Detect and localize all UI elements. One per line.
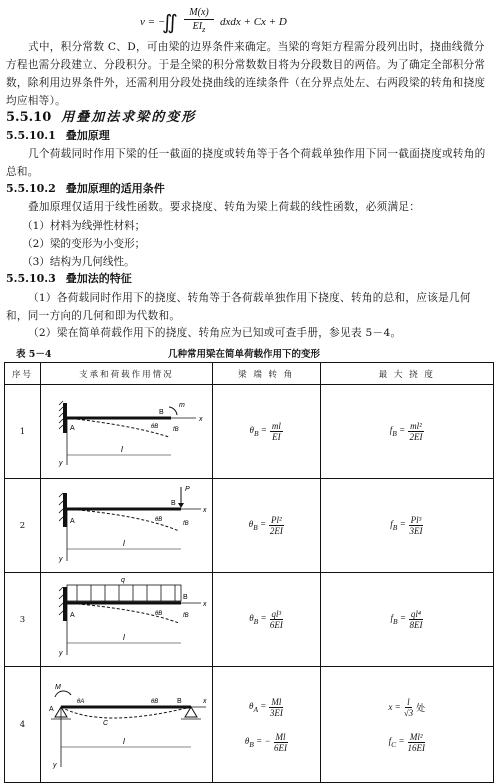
table-label: 表 5－4 <box>16 349 52 360</box>
formula-suffix: 处 <box>416 702 426 713</box>
formula-sub: B <box>393 616 398 626</box>
paragraph-feature-1: （1）各荷载同时作用下的挠度、转角等于各荷载单独作用下挠度、转角的总和，应该是几何和，同一方向的几何和即为代数和。 <box>6 292 471 322</box>
rotation-formula <box>245 732 288 753</box>
paragraph-feature-2: （2）梁在简单荷载作用下的挠度、转角应为已知或可查手册，参见表 5－4。 <box>28 327 402 339</box>
beam-diagram-cell <box>40 479 212 573</box>
fixed-support <box>63 493 67 527</box>
rotation-formula <box>249 609 283 630</box>
formula-num: ql⁴ <box>410 609 422 619</box>
formula-stack <box>213 697 320 753</box>
condition-item: （3）结构为几何线性。 <box>22 256 135 268</box>
equation-rhs: dxdx + Cx + D <box>220 16 287 28</box>
formula-symbol: f <box>389 425 393 436</box>
formula-num: ml <box>271 421 281 431</box>
formula-symbol: θ <box>249 700 254 711</box>
deflection-formula <box>389 732 425 753</box>
formula-lhs: x = <box>388 702 401 712</box>
deflection-formula <box>390 609 423 630</box>
formula-stack <box>321 697 493 753</box>
section-number: 5.5.10.1 <box>6 129 56 142</box>
header-max-deflection: 最 大 挠 度 <box>320 363 493 385</box>
formula-den: EI <box>272 432 281 442</box>
label-y: y <box>59 460 63 467</box>
formula-symbol: f <box>390 613 393 624</box>
cantilever-distributed-load-diagram <box>41 573 211 663</box>
deflection-formula <box>390 421 424 442</box>
equation-fraction <box>184 6 214 36</box>
label-B: B <box>159 409 165 416</box>
formula-den: 3EI <box>269 707 283 718</box>
distributed-load-arrows <box>77 585 175 601</box>
label-A: A <box>70 518 76 525</box>
equation-lhs: v = − <box>140 16 166 28</box>
label-x: x <box>203 698 207 705</box>
equation-denominator <box>184 20 214 36</box>
formula-lhs: $\theta_B$ = <box>249 425 267 438</box>
label-l: l <box>123 539 126 548</box>
condition-item: （2）梁的变形为小变形； <box>22 238 146 250</box>
formula-num: Ml² <box>409 731 423 742</box>
rotation-formula <box>249 697 283 718</box>
formula-lhs: $f_B$ = <box>390 519 406 532</box>
formula-symbol: θ <box>244 735 250 746</box>
label-B: B <box>183 594 189 601</box>
beam-diagram-cell <box>40 385 212 479</box>
section-heading-5-5-10 <box>6 110 196 126</box>
section-title: 叠加法的特征 <box>65 272 132 285</box>
label-theta-a: θA <box>77 699 85 705</box>
formula-den: 8EI <box>409 620 423 630</box>
end-rotation-cell <box>212 573 320 667</box>
paragraph-superposition: 几个荷载同时作用下梁的任一截面的挠度或转角等于各个荷载单独作用下同一截面挠度或转角的总和。 <box>6 148 486 178</box>
double-integral-sign: ∬ <box>162 12 178 34</box>
formula-num: l <box>407 696 410 707</box>
row-number: 3 <box>5 573 41 667</box>
deflection-curve <box>61 707 191 718</box>
max-deflection-cell <box>320 479 493 573</box>
deflection-formula <box>390 515 423 536</box>
section-title: 叠加原理的适用条件 <box>65 182 165 195</box>
label-f-b: fB <box>173 427 180 433</box>
rotation-formula <box>249 515 284 536</box>
formula-den: 16EI <box>407 742 425 753</box>
formula-symbol: x <box>388 702 393 712</box>
equation-numerator: M(x) <box>184 6 214 20</box>
table-row <box>5 667 494 783</box>
formula-fraction <box>407 732 425 753</box>
label-M: M <box>55 684 62 691</box>
formula-sub: B <box>392 522 398 532</box>
max-deflection-cell <box>320 573 493 667</box>
paragraph-applicability: 叠加原理仅适用于线性函数。要求挠度、转角为梁上荷载的线性函数，必须满足： <box>28 201 421 213</box>
header-no: 序号 <box>5 363 41 385</box>
table-row <box>5 573 494 667</box>
formula-fraction <box>404 697 413 718</box>
equation-denominator-main: EI <box>192 21 203 32</box>
formula-fraction <box>409 609 423 630</box>
formula-sub: C <box>391 739 397 749</box>
formula-lhs: $\theta_B$ = − <box>244 735 271 749</box>
table-row <box>5 479 494 573</box>
label-P: P <box>185 486 191 493</box>
section-title: 叠加原理 <box>65 129 110 142</box>
label-y: y <box>59 556 63 563</box>
formula-lhs: $\theta_B$ = <box>249 613 267 626</box>
label-x: x <box>203 507 207 514</box>
paragraph-boundary-conditions: 式中，积分常数 C、D，可由梁的边界条件来确定。当梁的弯矩方程需分段列出时，挠曲线微分方程也需分段建立、分段积分。于是全梁的积分常数数目将为分段数目的两倍。为了确定全部积分常数，除利用边界条件外，还需利用分段处挠曲线的连续条件（在分界点处左、右两段梁的转角和挠度均应相等）。 <box>6 41 486 107</box>
header-support-load: 支承和荷载作用情况 <box>40 363 212 385</box>
label-A: A <box>49 706 55 713</box>
integral-equation <box>140 6 380 40</box>
table-title: 几种常用梁在简单荷载作用下的变形 <box>168 349 321 360</box>
arrow-head <box>178 503 184 508</box>
label-theta-b: θB <box>151 424 159 430</box>
label-m: m <box>179 402 186 409</box>
beam-diagram-cell <box>40 667 212 783</box>
formula-num: Ml <box>275 731 286 742</box>
formula-sub: B <box>392 428 397 438</box>
table-header-row <box>5 363 494 385</box>
formula-fraction <box>269 515 284 536</box>
label-x: x <box>199 416 203 423</box>
support-hatch <box>59 401 63 429</box>
moment-arrow <box>55 691 71 697</box>
formula-sign: − <box>264 735 271 746</box>
formula-sub: B <box>249 739 254 749</box>
max-deflection-cell <box>320 667 493 783</box>
formula-num: ql³ <box>271 609 282 619</box>
formula-den: 6EI <box>274 742 288 753</box>
label-f-b: fB <box>183 521 190 527</box>
label-A: A <box>70 425 76 432</box>
distributed-load-block <box>67 585 181 601</box>
row-number: 1 <box>5 385 41 479</box>
condition-item: （1）材料为线弹性材料； <box>22 220 146 232</box>
formula-fraction <box>274 732 288 753</box>
label-y: y <box>53 762 57 769</box>
formula-num: Pl³ <box>410 515 422 525</box>
end-rotation-cell <box>212 385 320 479</box>
formula-symbol: f <box>388 735 392 746</box>
formula-den: 6EI <box>269 620 283 630</box>
formula-den: 2EI <box>409 432 423 442</box>
formula-den: √3 <box>403 707 414 718</box>
formula-fraction <box>409 515 424 536</box>
cantilever-point-load-diagram <box>41 479 211 569</box>
deflection-table <box>4 362 494 783</box>
section-heading-5-5-10-2 <box>6 181 165 197</box>
section-title: 用叠加法求梁的变形 <box>61 110 197 125</box>
label-l: l <box>123 737 126 746</box>
label-theta-b: θB <box>151 699 159 705</box>
label-q: q <box>121 577 126 584</box>
label-x: x <box>203 601 207 608</box>
rotation-formula <box>250 421 283 442</box>
formula-symbol: θ <box>249 425 254 436</box>
label-B: B <box>177 698 183 705</box>
formula-lhs: $\theta_A$ = <box>249 700 267 714</box>
formula-lhs: $f_C$ = <box>388 735 405 749</box>
formula-lhs: $f_B$ = <box>389 425 406 438</box>
max-deflection-cell <box>320 385 493 479</box>
formula-den: 2EI <box>269 526 283 536</box>
formula-num: ml² <box>410 421 422 431</box>
formula-den: 3EI <box>409 526 423 536</box>
moment-arrow <box>169 407 177 415</box>
label-l: l <box>123 633 126 642</box>
end-rotation-cell <box>212 667 320 783</box>
equation-denominator-sub: z <box>202 25 206 34</box>
formula-lhs: $\theta_B$ = <box>248 519 267 532</box>
row-number: 4 <box>5 667 41 783</box>
beam-diagram-cell <box>40 573 212 667</box>
fixed-support <box>63 403 67 433</box>
section-heading-5-5-10-3 <box>6 271 132 287</box>
cantilever-moment-diagram <box>41 385 211 475</box>
position-formula <box>388 697 425 718</box>
support-hatch <box>59 587 63 615</box>
formula-sub: B <box>253 616 259 626</box>
label-theta-b: θB <box>155 517 163 523</box>
formula-lhs: $f_B$ = <box>390 613 406 626</box>
label-f-b: fB <box>183 613 190 619</box>
section-number: 5.5.10 <box>6 110 52 125</box>
table-row <box>5 385 494 479</box>
label-l: l <box>121 445 124 454</box>
label-A: A <box>70 612 76 619</box>
formula-symbol: θ <box>249 613 254 624</box>
label-y: y <box>59 650 63 657</box>
formula-fraction <box>408 421 424 442</box>
formula-num: Ml <box>271 696 282 707</box>
formula-symbol: θ <box>248 519 254 530</box>
section-number: 5.5.10.3 <box>6 272 56 285</box>
section-heading-5-5-10-1 <box>6 128 110 144</box>
section-number: 5.5.10.2 <box>6 182 56 195</box>
label-B: B <box>171 500 177 507</box>
formula-symbol: f <box>390 519 393 530</box>
support-hatch <box>59 493 63 521</box>
simply-supported-moment-diagram <box>41 667 211 779</box>
label-theta-b: θB <box>155 611 163 617</box>
formula-sub: B <box>253 522 258 532</box>
formula-fraction <box>270 421 283 442</box>
formula-fraction <box>269 697 283 718</box>
formula-num: Pl² <box>271 515 282 525</box>
fixed-support <box>63 587 67 621</box>
row-number: 2 <box>5 479 41 573</box>
label-C: C <box>103 720 109 727</box>
header-end-rotation: 梁 端 转 角 <box>212 363 320 385</box>
end-rotation-cell <box>212 479 320 573</box>
formula-fraction <box>270 609 284 630</box>
formula-sub: B <box>253 428 259 438</box>
formula-sub: A <box>253 704 259 714</box>
